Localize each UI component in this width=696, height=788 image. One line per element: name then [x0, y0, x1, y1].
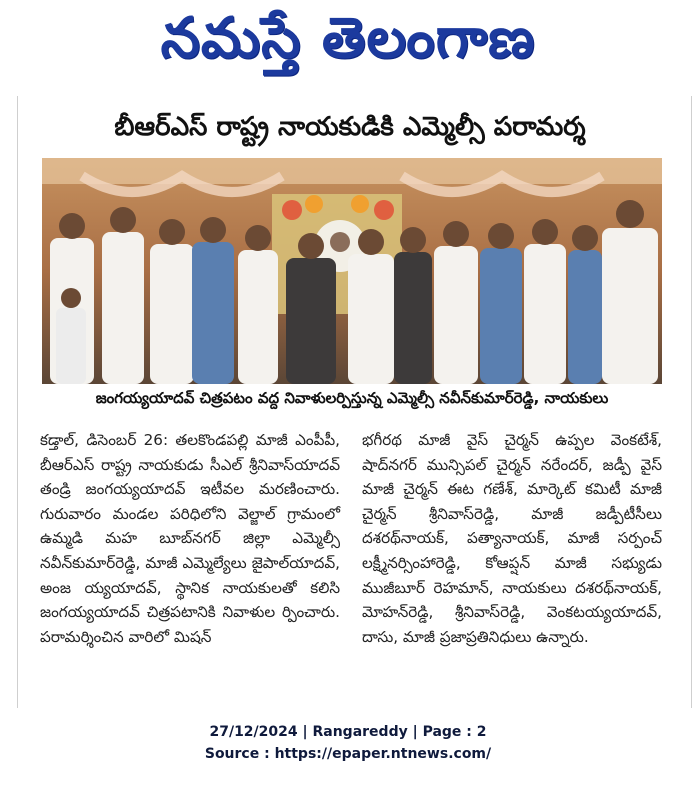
dateline: 27/12/2024 | Rangareddy | Page : 2 — [209, 724, 487, 740]
source-link[interactable]: Source : https://epaper.ntnews.com/ — [204, 746, 492, 762]
group-photo-illustration — [42, 158, 662, 384]
article-photo — [42, 158, 662, 384]
photo-caption: జంగయ్యయాదవ్ చిత్రపటం వద్ద నివాళులర్పిస్తున్న ఎమ్మెల్సీ నవీన్‌కుమార్‌రెడ్డి, నాయకులు — [95, 389, 609, 407]
article-headline: బీఆర్ఎస్ రాష్ట్ర నాయకుడికి ఎమ్మెల్సీ పరామర్శ — [114, 112, 586, 142]
newspaper-masthead — [0, 4, 696, 86]
article-body-left-column: కడ్తాల్, డిసెంబర్ 26: తలకొండపల్లి మాజీ ఎంపీపీ, బీఆర్ఎస్ రాష్ట్ర నాయకుడు సీఎల్ శ్రీనివాస్‌యాదవ్ తండ్రి జంగయ్యయాదవ్ ఇటీవల మరణించారు. గురువారం మండల పరిధిలోని వెల్జాల్ గ్రామంలో ఉమ్మడి మహ బూబ్‌నగర్ జిల్లా ఎమ్మెల్సీ నవీన్‌కుమార్‌రెడ్డి, మాజీ ఎమ్మెల్యేలు జైపాల్‌యాదవ్, అంజ య్యయాదవ్, స్థానిక నాయకులతో కలిసి జంగయ్యయాదవ్ చిత్రపటానికి నివాళుల ర్పించారు. పరామర్శించిన వారిలో మిషన్ — [40, 431, 340, 646]
article-body-right-column: భగీరథ మాజీ వైస్ చైర్మన్ ఉప్పల వెంకటేశ్, షాద్‌నగర్ మున్సిపల్ చైర్మన్ నరేందర్, జడ్పీ వైస్ మాజీ చైర్మన్ ఈట గణేశ్, మార్కెట్ కమిటీ మాజీ చైర్మన్ శ్రీనివాస్‌రెడ్డి, మాజీ జడ్పీటీసీలు దశరథ్‌నాయక్, పత్యానాయక్, మాజీ సర్పంచ్ లక్ష్మీనర్సింహారెడ్డి, కోఆప్షన్ మాజీ సభ్యుడు ముజీబూర్ రెహమాన్, నాయకులు దశరథ్‌నాయక్, మోహన్‌రెడ్డి, శ్రీనివాస్‌రెడ్డి, వెంకటయ్యయాదవ్, దాసు, మాజీ ప్రజాప్రతినిధులు ఉన్నారు. — [362, 431, 662, 646]
masthead-title: నమస్తే తెలంగాణ — [160, 5, 536, 71]
article-body — [40, 428, 662, 694]
